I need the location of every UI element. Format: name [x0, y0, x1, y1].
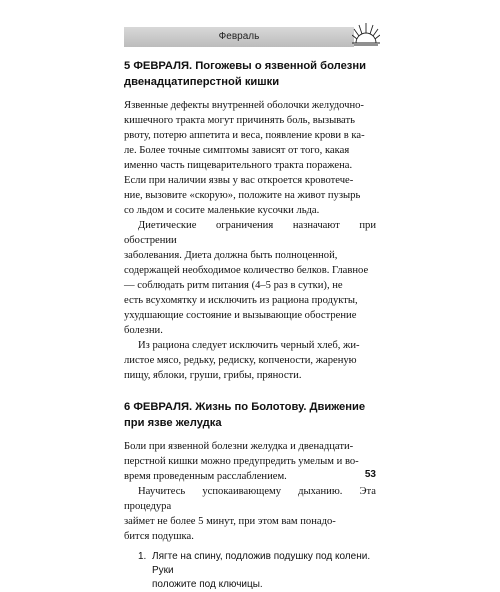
- text-line: займет не более 5 минут, при этом вам понадо-: [124, 516, 336, 527]
- text-line: болезни.: [124, 325, 163, 336]
- text-line: перстной кишки можно предупредить умелым и во-: [124, 456, 359, 467]
- text-line: заболевания. Диета должна быть полноценной,: [124, 250, 338, 261]
- text-line: рвоту, потерю аппетита и веса, появление крови в ка-: [124, 130, 365, 141]
- text-line: Лягте на спину, подложив подушку под колени. Руки: [152, 551, 371, 576]
- section-heading-feb-5: [124, 58, 376, 90]
- text-line: Боли при язвенной болезни желудка и двенадцати-: [124, 441, 354, 452]
- paragraph: [124, 218, 376, 338]
- text-line: Из рациона следует исключить черный хлеб, жи-: [138, 340, 360, 351]
- list-item: [124, 550, 376, 592]
- text-line: бится подушка.: [124, 531, 194, 542]
- text-line: со льдом и сосите маленькие кусочки льда.: [124, 205, 320, 216]
- text-line: листое мясо, редьку, редиску, копчености, жареную: [124, 355, 357, 366]
- page-content: [124, 58, 376, 592]
- text-line: положите под ключицы.: [152, 579, 263, 590]
- text-line: содержащей необходимое количество белков. Главное: [124, 265, 369, 276]
- page-number: 53: [364, 469, 376, 480]
- paragraph: [124, 484, 376, 544]
- list-item-number: 1.: [138, 551, 147, 562]
- text-line: время проведенным расслаблением.: [124, 471, 287, 482]
- text-line: есть всухомятку и исключить из рациона продукты,: [124, 295, 358, 306]
- sun-ornament-icon: [352, 21, 380, 47]
- text-line: Язвенные дефекты внутренней оболочки желудочно-: [124, 100, 364, 111]
- paragraph: [124, 439, 376, 484]
- running-header: [124, 27, 378, 47]
- text-line: ние, вызовите «скорую», положите на живот пузырь: [124, 190, 361, 201]
- text-line: — соблюдать ритм питания (4–5 раз в сутки), не: [124, 280, 343, 291]
- text-line: Если при наличии язвы у вас откроется кровотече-: [124, 175, 354, 186]
- paragraph: [124, 338, 376, 383]
- heading-line: двенадцатиперстной кишки: [124, 76, 280, 88]
- text-line: ле. Более точные симптомы зависят от того, какая: [124, 145, 350, 156]
- text-line: именно часть пищеварительного тракта поражена.: [124, 160, 353, 171]
- heading-line: 5 ФЕВРАЛЯ. Погожевы о язвенной болезни: [124, 60, 366, 72]
- heading-line: 6 ФЕВРАЛЯ. Жизнь по Болотову. Движение: [124, 401, 366, 413]
- text-line: Диетические ограничения назначают при обострении: [124, 220, 376, 246]
- header-title: Февраль: [218, 31, 260, 42]
- heading-line: при язве желудка: [124, 417, 222, 429]
- text-line: пищу, яблоки, груши, грибы, пряности.: [124, 370, 302, 381]
- text-line: Научитесь успокаивающему дыханию. Эта процедура: [124, 486, 376, 512]
- instruction-list: [124, 550, 376, 592]
- paragraph: [124, 98, 376, 218]
- text-line: ухудшающие состояние и вызывающие обострение: [124, 310, 357, 321]
- text-line: кишечного тракта могут причинять боль, вызывать: [124, 115, 355, 126]
- section-heading-feb-6: [124, 399, 376, 431]
